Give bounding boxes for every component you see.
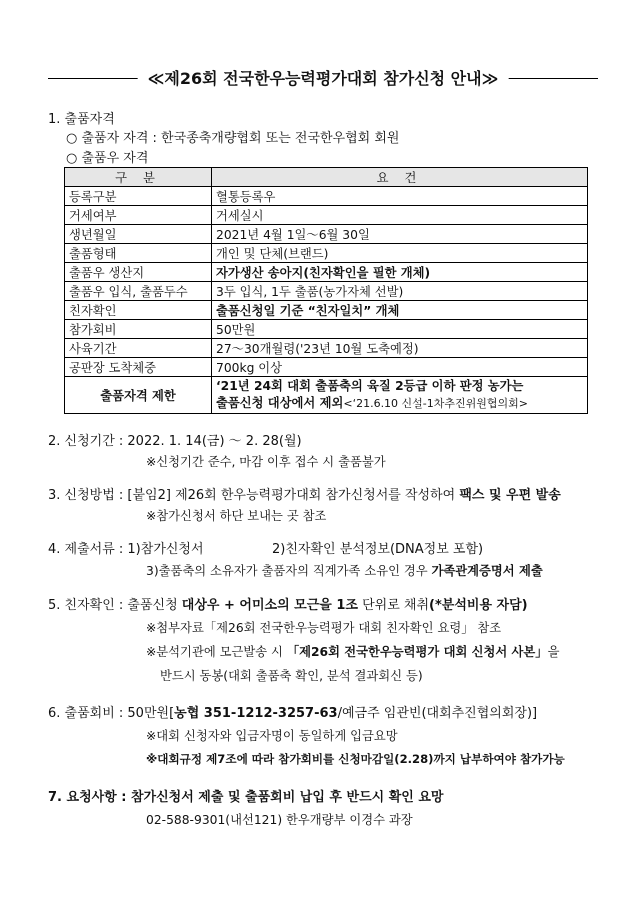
table-row <box>65 301 588 320</box>
row-value: 혈통등록우 <box>212 187 588 206</box>
section-6-account: 농협 351-1212-3257-63 <box>174 706 338 721</box>
row-value: 27～30개월령('23년 10월 도축예정) <box>212 339 588 358</box>
owner-qualification: ○ 출품자 자격 : 한국종축개량협회 또는 전국한우협회 회원 <box>66 131 400 146</box>
section-4-item-3-doc: 가족관계증명서 제출 <box>431 564 543 578</box>
section-5-unit: 단위로 채취 <box>357 598 430 613</box>
section-7-contact: 02-588-9301(내선121) 한우개량부 이경수 과장 <box>146 813 413 827</box>
table-row <box>65 244 588 263</box>
row-key: 출품우 입식, 출품두수 <box>65 282 212 301</box>
requirements-table <box>64 167 588 414</box>
section-4-heading: 4. 제출서류 : 1)참가신청서 <box>48 542 204 557</box>
row-value <box>212 377 588 414</box>
row-key: 친자확인 <box>65 301 212 320</box>
row-key: 참가회비 <box>65 320 212 339</box>
section-6-text: 6. 출품회비 : 50만원[ <box>48 706 175 721</box>
page-title: ≪제26회 전국한우능력평가대회 참가신청 안내≫ <box>138 66 509 89</box>
table-row <box>65 225 588 244</box>
row-key: 출품우 생산지 <box>65 263 212 282</box>
section-3-text: 3. 신청방법 : [붙임2] 제26회 한우능력평가대회 참가신청서를 작성하여 <box>48 488 460 503</box>
restriction-line-1: ‘21년 24회 대회 출품축의 육질 2등급 이하 판정 농가는 <box>216 379 524 393</box>
table-row <box>65 282 588 301</box>
section-3-note: ※참가신청서 하단 보내는 곳 참조 <box>146 509 327 523</box>
section-1-heading: 1. 출품자격 <box>48 112 115 127</box>
section-5-note-2-end: 을 <box>547 645 560 659</box>
section-5-cost: (*분석비용 자담) <box>429 598 528 613</box>
section-5-note-2-text: ※분석기관에 모근발송 시 <box>146 645 287 659</box>
row-key: 출품자격 제한 <box>65 377 212 414</box>
section-2-heading: 2. 신청기간 : 2022. 1. 14(금) ～ 2. 28(월) <box>48 434 302 449</box>
row-key: 출품형태 <box>65 244 212 263</box>
restriction-text: 출품신청 대상에서 제외 <box>216 396 344 410</box>
row-key: 거세여부 <box>65 206 212 225</box>
title-banner <box>48 62 598 94</box>
row-value: 개인 및 단체(브랜드) <box>212 244 588 263</box>
table-row <box>65 263 588 282</box>
section-5-text: 5. 친자확인 : 출품신청 <box>48 598 182 613</box>
section-6-note-2: ※대회규정 제7조에 따라 참가회비를 신청마감일(2.28)까지 납부하여야 참가가능 <box>146 752 565 766</box>
section-5-note-3: 반드시 동봉(대회 출품축 확인, 분석 결과회신 등) <box>160 669 423 683</box>
row-value: 거세실시 <box>212 206 588 225</box>
row-key: 공판장 도착체중 <box>65 358 212 377</box>
restriction-line-2 <box>216 395 583 412</box>
row-value: 출품신청일 기준 “친자일치” 개체 <box>212 301 588 320</box>
section-5-note-2-doc: 「제26회 전국한우능력평가 대회 신청서 사본」 <box>286 645 548 659</box>
row-key: 등록구분 <box>65 187 212 206</box>
row-value: 자가생산 송아지(친자확인을 필한 개체) <box>212 263 588 282</box>
section-2-note: ※신청기간 준수, 마감 이후 접수 시 출품불가 <box>146 455 386 469</box>
table-row <box>65 339 588 358</box>
row-value: 700kg 이상 <box>212 358 588 377</box>
section-5-note-2 <box>146 642 560 660</box>
table-row <box>65 187 588 206</box>
table-row <box>65 206 588 225</box>
row-value: 50만원 <box>212 320 588 339</box>
row-key: 사육기간 <box>65 339 212 358</box>
section-6-note-1: ※대회 신청자와 입금자명이 동일하게 입금요망 <box>146 729 398 743</box>
row-value: 2021년 4월 1일～6월 30일 <box>212 225 588 244</box>
section-4-item-2: 2)친자확인 분석정보(DNA정보 포함) <box>272 542 484 557</box>
section-5-note-1: ※첨부자료「제26회 전국한우능력평가 대회 친자확인 요령」 참조 <box>146 621 502 635</box>
row-key: 생년월일 <box>65 225 212 244</box>
section-3-method: 팩스 및 우편 발송 <box>459 488 561 503</box>
section-7-heading: 7. 요청사항 : 참가신청서 제출 및 출품회비 납입 후 반드시 확인 요망 <box>48 790 444 805</box>
header-requirement: 요 건 <box>212 168 588 187</box>
cattle-qualification-label: ○ 출품우 자격 <box>66 151 149 166</box>
section-6-holder: /예금주 임관빈(대회추진협의회장)] <box>337 706 538 721</box>
section-6-heading <box>48 702 537 721</box>
table-row <box>65 358 588 377</box>
section-4-item-3 <box>146 561 543 579</box>
section-5-heading <box>48 594 528 613</box>
table-header-row <box>65 168 588 187</box>
section-5-target: 대상우 + 어미소의 모근을 1조 <box>181 598 358 613</box>
row-value: 3두 입식, 1두 출품(농가자체 선발) <box>212 282 588 301</box>
table-row-restriction <box>65 377 588 414</box>
table-row <box>65 320 588 339</box>
section-4-item-3-text: 3)출품축의 소유자가 출품자의 직계가족 소유인 경우 <box>146 564 432 578</box>
restriction-note: <‘21.6.10 신설-1차추진위원협의회> <box>343 397 528 410</box>
header-category: 구 분 <box>65 168 212 187</box>
section-3-heading <box>48 484 561 503</box>
